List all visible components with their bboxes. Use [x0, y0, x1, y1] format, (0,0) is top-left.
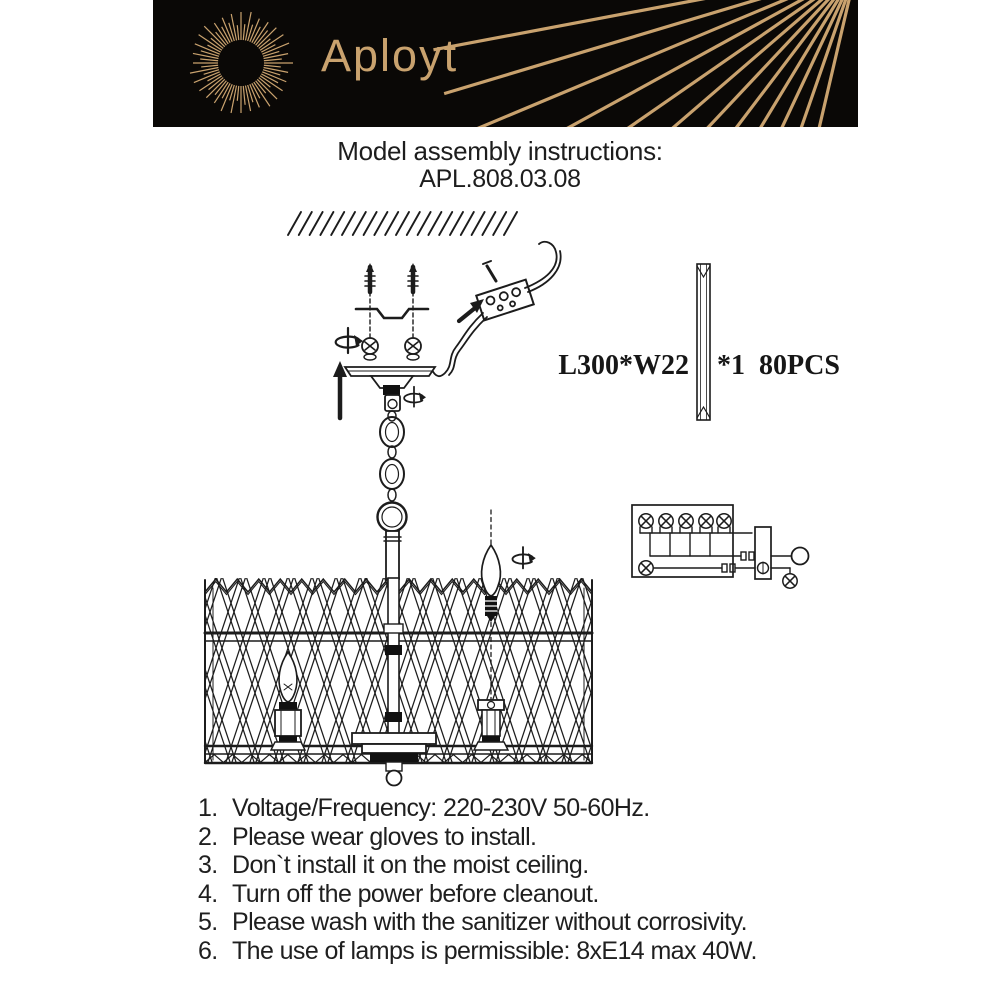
banner-art: [153, 0, 858, 127]
list-item: [198, 851, 757, 880]
up-arrow-icon: [333, 361, 347, 418]
wire: [431, 313, 483, 376]
rotate-arrow-icon: [513, 547, 536, 568]
brand-name: Aployt: [321, 30, 459, 81]
rotate-arrow-icon: [336, 328, 363, 353]
connector-symbol: [792, 548, 809, 565]
mounting-bracket: [356, 309, 428, 318]
hanging-chain: [378, 411, 407, 579]
list-item: [198, 880, 757, 909]
list-item: [198, 937, 757, 966]
item-text: Please wear gloves to install.: [232, 822, 537, 851]
banner-corner-rays-icon: [433, 0, 856, 127]
list-item: [198, 794, 757, 823]
wire: [449, 317, 487, 375]
terminal-block-assembly: [431, 242, 561, 376]
item-text: Turn off the power before cleanout.: [232, 879, 599, 908]
wire: [525, 242, 557, 288]
lamp-symbol: [659, 514, 673, 528]
item-text: Please wash with the sanitizer without corrosivity.: [232, 908, 747, 937]
item-number: 1.: [198, 794, 218, 822]
item-number: 3.: [198, 851, 218, 880]
item-text: Don`t install it on the moist ceiling.: [232, 851, 589, 880]
item-text: Voltage/Frequency: 220-230V 50-60Hz.: [232, 794, 650, 822]
finial-knob: [387, 771, 402, 786]
wiring-diagram: [632, 505, 809, 588]
crystal-rod-part: [697, 264, 710, 420]
lamp-symbol: [699, 514, 713, 528]
lamp-symbol: [717, 514, 731, 528]
ceiling-canopy: [345, 367, 435, 411]
list-item: [198, 908, 757, 937]
crystal-size-label: L300*W22: [558, 350, 689, 381]
instructions-list: [198, 794, 757, 966]
item-number: 5.: [198, 908, 218, 937]
mounting-hardware: [356, 263, 428, 360]
lamp-symbol: [639, 514, 653, 528]
model-number: APL.808.03.08: [419, 165, 581, 193]
item-number: 6.: [198, 936, 218, 965]
lamp-symbol: [679, 514, 693, 528]
lamp-symbol: [639, 561, 653, 575]
assembly-diagram: [0, 195, 1000, 805]
wire: [528, 251, 561, 292]
page-title: Model assembly instructions:: [337, 136, 663, 166]
item-number: 4.: [198, 879, 218, 908]
item-text: The use of lamps is permissible: 8xE14 max 40W.: [232, 936, 757, 965]
brand-banner: [153, 0, 858, 127]
item-number: 2.: [198, 822, 218, 851]
crystal-qty-label: *1 80PCS: [717, 350, 840, 381]
rotate-arrow-icon: [404, 387, 426, 407]
list-item: [198, 823, 757, 852]
lamp-symbol: [783, 574, 797, 588]
ceiling-hatch: [288, 212, 517, 235]
brand-logo-starburst-icon: [190, 12, 293, 113]
